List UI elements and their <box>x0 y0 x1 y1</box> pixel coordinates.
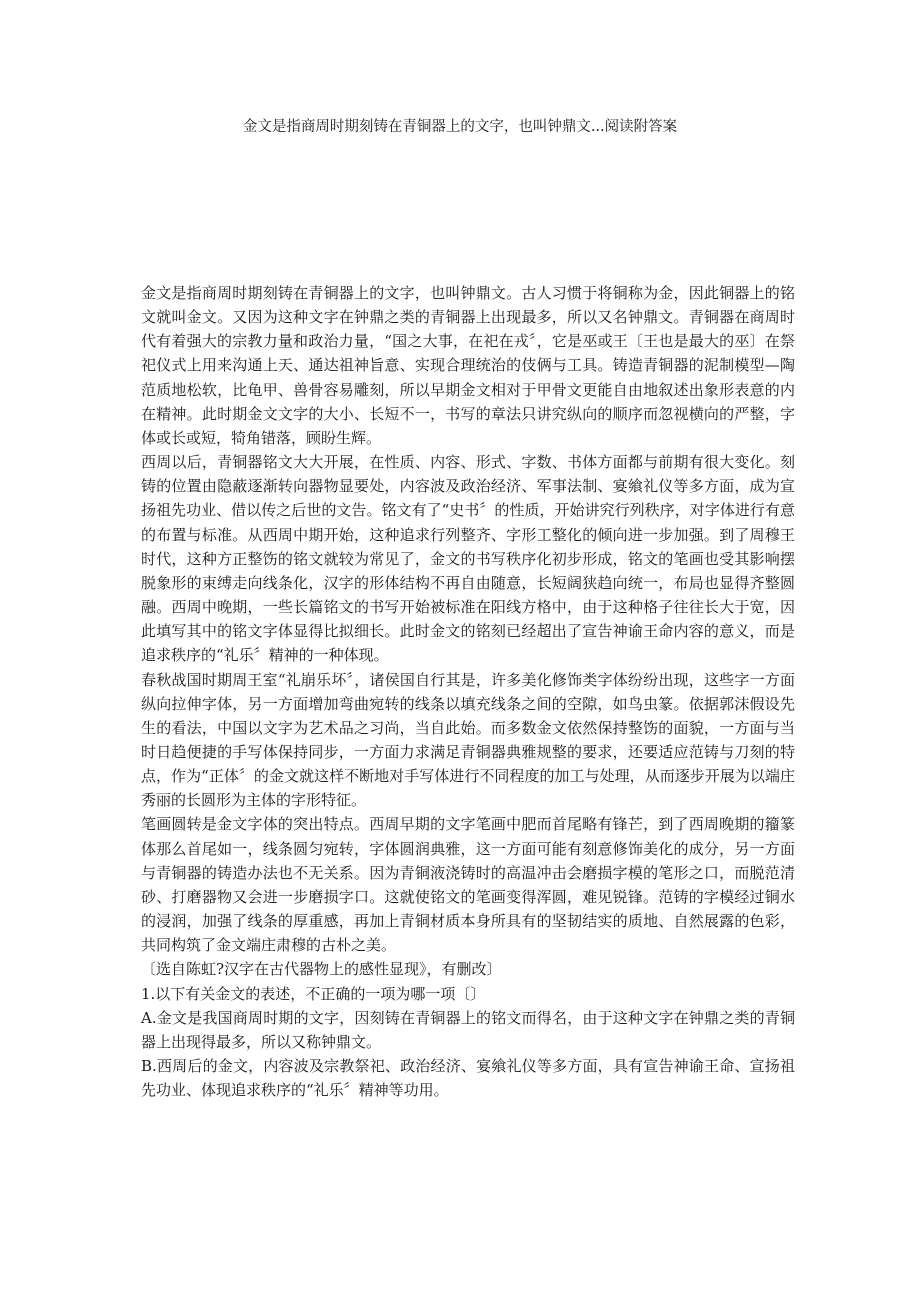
option-b: B.西周后的金文，内容波及宗教祭祀、政治经济、宴飨礼仪等多方面，具有宣告神谕王命、宣扬祖先功业、体现追求秩序的“礼乐〞精神等功用。 <box>141 1057 795 1100</box>
article-body <box>141 281 795 1102</box>
paragraph-western-zhou: 西周以后，青铜器铭文大大开展，在性质、内容、形式、字数、书体方面都与前期有很大变化。刻铸的位置由隐蔽逐渐转向器物显要处，内容波及政治经济、军事法制、宴飨礼仪等多方面，成为宣扬祖先功业、借以传之后世的文告。铭文有了“史书〞的性质，开始讲究行列秩序，对字体进行有意的布置与标准。从西周中期开始，这种追求行列整齐、字形工整化的倾向进一步加强。到了周穆王时代，这种方正整饬的铭文就较为常见了，金文的书写秩序化初步形成，铭文的笔画也受其影响摆脱象形的束缚走向线条化，汉字的形体结构不再自由随意，长短阔狭趋向统一，布局也显得齐整圆融。西周中晚期，一些长篇铭文的书写开始被标准在阳线方格中，由于这种格子往往长大于宽，因此填写其中的铭文字体显得比拟细长。此时金文的铭刻已经超出了宣告神谕王命内容的意义，而是追求秩序的“礼乐〞精神的一种体现。 <box>141 453 795 665</box>
document-title: 金文是指商周时期刻铸在青铜器上的文字，也叫钟鼎文...阅读附答案 <box>242 119 678 135</box>
paragraph-intro: 金文是指商周时期刻铸在青铜器上的文字，也叫钟鼎文。古人习惯于将铜称为金，因此铜器上的铭文就叫金文。又因为这种文字在钟鼎之类的青铜器上出现最多，所以又名钟鼎文。青铜器在商周时代有着强大的宗教力量和政治力量，“国之大事，在祀在戎〞，它是巫或王〔王也是最大的巫〕在祭祀仪式上用来沟通上天、通达祖神旨意、实现合理统治的伎俩与工具。铸造青铜器的泥制模型—陶范质地松软，比龟甲、兽骨容易雕刻，所以早期金文相对于甲骨文更能自由地叙述出象形表意的内在精神。此时期金文文字的大小、长短不一，书写的章法只讲究纵向的顺序而忽视横向的严整，字体或长或短，犄角错落，顾盼生辉。 <box>141 284 795 447</box>
option-a: A.金文是我国商周时期的文字，因刻铸在青铜器上的铭文而得名，由于这种文字在钟鼎之类的青铜器上出现得最多，所以又称钟鼎文。 <box>141 1008 795 1051</box>
paragraph-spring-autumn: 春秋战国时期周王室“礼崩乐坏〞，诸侯国自行其是，许多美化修饰类字体纷纷出现，这些字一方面纵向拉伸字体，另一方面增加弯曲宛转的线条以填充线条之间的空隙，如鸟虫篆。依据郭沫假设先生的看法，中国以文字为艺术品之习尚，当自此始。而多数金文依然保持整饬的面貌，一方面与当时日趋便捷的手写体保持同步，一方面力求满足青铜器典雅规整的要求，还要适应范铸与刀刻的特点，作为“正体〞的金文就这样不断地对手写体进行不同程度的加工与处理，从而逐步开展为以端庄秀丽的长圆形为主体的字形特征。 <box>141 670 795 810</box>
paragraph-stroke-features: 笔画圆转是金文字体的突出特点。西周早期的文字笔画中肥而首尾略有锋芒，到了西周晚期的籀篆体那么首尾如一，线条圆匀宛转，字体圆润典雅，这一方面可能有刻意修饰美化的成分，另一方面与青铜器的铸造办法也不无关系。因为青铜液浇铸时的高温冲击会磨损字模的笔形之口，而脱范清砂、打磨器物又会进一步磨损字口。这就使铭文的笔画变得浑圆，难见锐锋。范铸的字模经过铜水的浸润，加强了线条的厚重感，再加上青铜材质本身所具有的坚韧结实的质地、自然展露的色彩，共同构筑了金文端庄肃穆的古朴之美。 <box>141 815 795 955</box>
question-1: 1.以下有关金文的表述，不正确的一项为哪一项〔〕 <box>141 984 486 1003</box>
source-citation: 〔选自陈虹?汉字在古代器物上的感性显现》，有删改〕 <box>141 960 502 979</box>
